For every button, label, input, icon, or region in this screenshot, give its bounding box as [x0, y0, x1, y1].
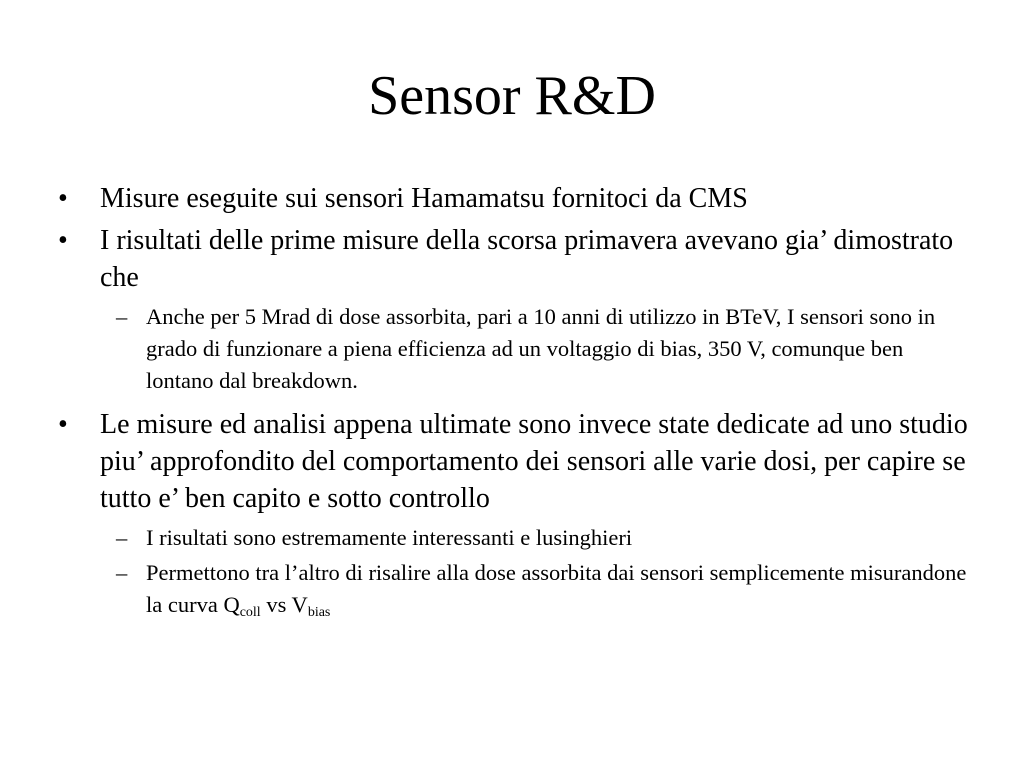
bullet-text: Le misure ed analisi appena ultimate sono invece state dedicate ad uno studio piu’ approfondito del comportamento dei sensori alle varie dosi, per capire se tutto e’ ben capito e sotto controllo: [100, 409, 968, 514]
subscript-coll: coll: [239, 605, 261, 620]
sub-bullet-text-part: vs V: [260, 592, 308, 617]
sub-bullet-item: [58, 301, 968, 397]
bullet-item: [58, 222, 968, 296]
sub-bullet-text: [146, 560, 967, 620]
bullet-marker: •: [58, 225, 68, 256]
slide-title: Sensor R&D: [368, 65, 656, 127]
sub-bullet-marker: –: [116, 560, 128, 585]
subscript-bias: bias: [307, 605, 331, 620]
sub-bullet-text: I risultati sono estremamente interessanti e lusinghieri: [146, 525, 633, 550]
bullet-marker: •: [58, 409, 68, 440]
sub-bullet-marker: –: [116, 525, 128, 550]
sub-bullet-marker: –: [116, 304, 128, 329]
sub-bullet-item: [58, 557, 968, 621]
bullet-marker: •: [58, 183, 68, 214]
bullet-text: I risultati delle prime misure della scorsa primavera avevano gia’ dimostrato che: [100, 225, 954, 293]
bullet-item: [58, 180, 968, 217]
sub-bullet-text: Anche per 5 Mrad di dose assorbita, pari a 10 anni di utilizzo in BTeV, I sensori sono in grado di funzionare a piena efficienza ad un voltaggio di bias, 350 V, comunque ben lontano dal breakdown.: [146, 304, 936, 393]
sub-bullet-item: [58, 522, 968, 554]
bullet-item: [58, 406, 968, 517]
bullet-text: Misure eseguite sui sensori Hamamatsu fornitoci da CMS: [100, 183, 748, 214]
slide-body: [58, 180, 968, 624]
sub-bullet-text-part: Permettono tra l’altro di risalire alla dose assorbita dai sensori semplicemente misurandone la curva Q: [146, 560, 967, 617]
